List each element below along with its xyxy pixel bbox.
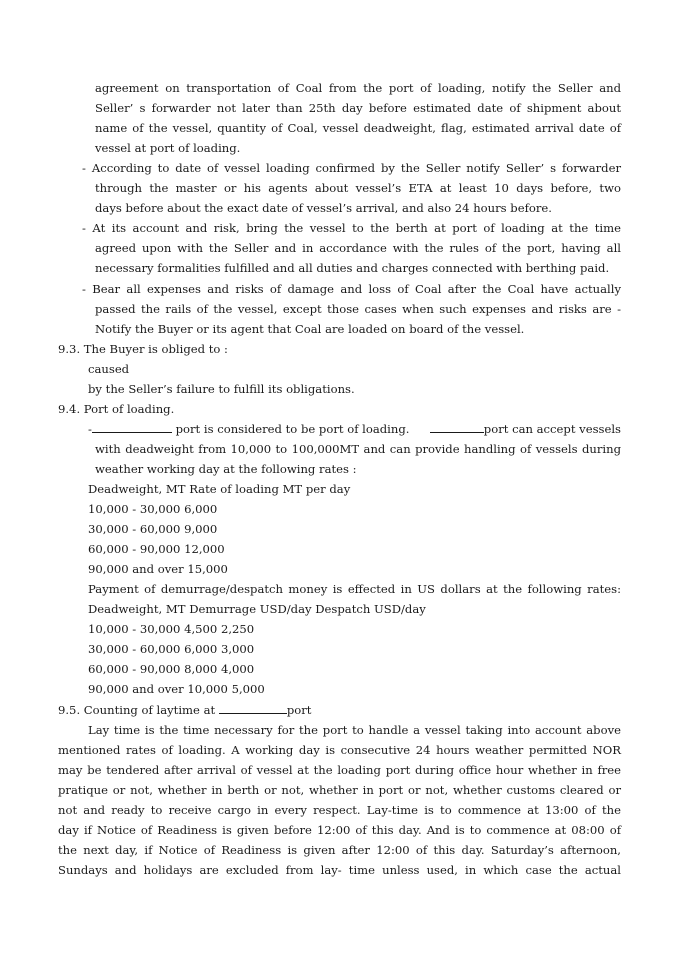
bullet-line: necessary formalities fulfilled and all duties and charges connected with berthing paid. (95, 261, 610, 275)
paragraph-line: Lay time is the time necessary for the port to handle a vessel taking into account above (88, 723, 621, 737)
loading-table-row: 60,000 - 90,000 12,000 (88, 542, 225, 556)
blank-port-name-field (92, 421, 172, 433)
bullet-line: days before about the exact date of vessel’s arrival, and also 24 hours before. (95, 201, 552, 215)
paragraph-line: may be tendered after arrival of vessel at the loading port during office hour whether in free (58, 763, 621, 777)
section-heading-9-4: 9.4. Port of loading. (58, 402, 175, 416)
port-loading-line (88, 419, 621, 439)
payment-note: Payment of demurrage/despatch money is effected in US dollars at the following rates: (88, 582, 621, 596)
section-line: with deadweight from 10,000 to 100,000MT and can provide handling of vessels during (95, 442, 621, 456)
bullet-line: Notify the Buyer or its agent that Coal are loaded on board of the vessel. (95, 322, 525, 336)
port-loading-mid: port is considered to be port of loading. (171, 422, 410, 436)
continuation-line: agreement on transportation of Coal from the port of loading, notify the Seller and (95, 81, 621, 95)
blank-port-name-field-2 (430, 421, 484, 433)
bullet-line: passed the rails of the vessel, except those cases when such expenses and risks are - (95, 302, 621, 316)
section-line: weather working day at the following rates : (95, 462, 357, 476)
heading-prefix: 9.5. Counting of laytime at (58, 703, 219, 717)
bullet-line: - Bear all expenses and risks of damage and loss of Coal after the Coal have actually (82, 282, 621, 296)
demurrage-table-row: 90,000 and over 10,000 5,000 (88, 682, 265, 696)
loading-table-header: Deadweight, MT Rate of loading MT per day (88, 482, 351, 496)
demurrage-table-header: Deadweight, MT Demurrage USD/day Despatch USD/day (88, 602, 426, 616)
demurrage-table-row: 30,000 - 60,000 6,000 3,000 (88, 642, 255, 656)
loading-table-row: 10,000 - 30,000 6,000 (88, 502, 218, 516)
port-loading-text (88, 419, 409, 439)
paragraph-line: mentioned rates of loading. A working day is consecutive 24 hours weather permitted NOR (58, 743, 621, 757)
continuation-line: Seller’ s forwarder not later than 25th day before estimated date of shipment about (95, 101, 621, 115)
section-heading-9-5 (58, 700, 311, 720)
section-heading-9-3: 9.3. The Buyer is obliged to : (58, 342, 228, 356)
port-loading-tail (430, 419, 621, 439)
loading-table-row: 90,000 and over 15,000 (88, 562, 228, 576)
heading-suffix: port (286, 703, 312, 717)
paragraph-line: not and ready to receive cargo in every respect. Lay-time is to commence at 13:00 of the (58, 803, 621, 817)
dash: - (88, 422, 92, 436)
section-line: caused (88, 362, 130, 376)
paragraph-line: the next day, if Notice of Readiness is given after 12:00 of this day. Saturday’s afternoon, (58, 843, 621, 857)
paragraph-line: Sundays and holidays are excluded from lay- time unless used, in which case the actual (58, 863, 621, 877)
bullet-line: agreed upon with the Seller and in accordance with the rules of the port, having all (95, 241, 621, 255)
bullet-line: - According to date of vessel loading confirmed by the Seller notify Seller’ s forwarder (82, 161, 621, 175)
section-line: by the Seller’s failure to fulfill its obligations. (88, 382, 355, 396)
demurrage-table-row: 10,000 - 30,000 4,500 2,250 (88, 622, 255, 636)
blank-port-name-field-3 (219, 702, 287, 714)
paragraph-line: day if Notice of Readiness is given before 12:00 of this day. And is to commence at 08:00 of (58, 823, 621, 837)
demurrage-table-row: 60,000 - 90,000 8,000 4,000 (88, 662, 255, 676)
loading-table-row: 30,000 - 60,000 9,000 (88, 522, 218, 536)
continuation-line: vessel at port of loading. (95, 141, 241, 155)
bullet-line: through the master or his agents about vessel’s ETA at least 10 days before, two (95, 181, 621, 195)
continuation-line: name of the vessel, quantity of Coal, vessel deadweight, flag, estimated arrival date of (95, 121, 621, 135)
bullet-line: - At its account and risk, bring the vessel to the berth at port of loading at the time (82, 221, 621, 235)
port-loading-suffix: port can accept vessels (483, 422, 621, 436)
paragraph-line: pratique or not, whether in berth or not, whether in port or not, whether customs cleared or (58, 783, 621, 797)
